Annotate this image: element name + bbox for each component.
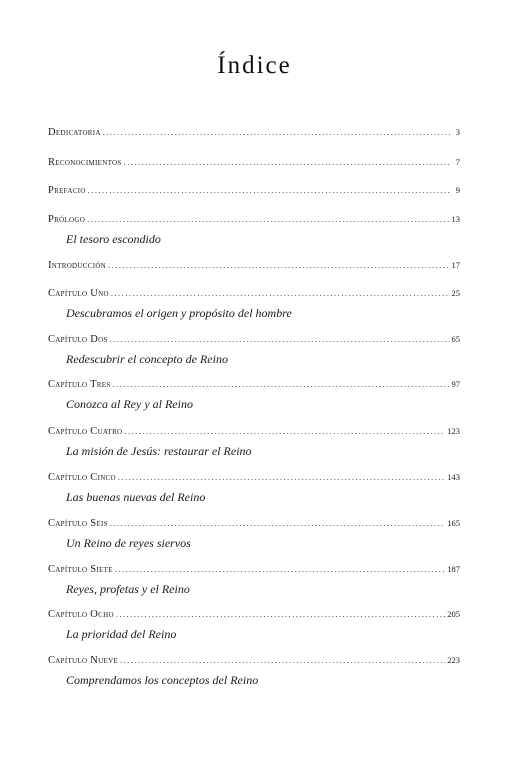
dot-leader [108,259,449,273]
toc-entry-subtitle: Descubramos el origen y propósito del hombre [66,306,292,320]
toc-entry-page-number: 3 [455,127,460,137]
toc-entry-heading: Dedicatoria [48,127,101,138]
dot-leader [103,126,450,140]
toc-entry-capitulo-ocho[interactable] [48,607,460,642]
toc-entry-capitulo-cuatro[interactable] [48,424,460,459]
toc-entry-page-number: 123 [447,426,460,436]
dot-leader [116,608,445,622]
toc-entry-heading: Capítulo Tres [48,379,111,390]
toc-entry-subtitle: La prioridad del Reino [66,627,177,641]
toc-entry-capitulo-dos[interactable] [48,332,460,367]
toc-entry-heading: Prólogo [48,214,86,225]
toc-entry-heading: Capítulo Uno [48,288,109,299]
toc-entry-page-number: 205 [447,609,460,619]
toc-entry-heading: Prefacio [48,185,86,196]
toc-entry-dedicatoria[interactable] [48,125,460,139]
toc-entry-page-number: 165 [447,518,460,528]
toc-entry-subtitle: El tesoro escondido [66,232,161,246]
toc-entry-capitulo-siete[interactable] [48,562,460,597]
toc-entry-heading: Introducción [48,260,107,271]
toc-entry-capitulo-nueve[interactable] [48,653,460,688]
toc-entry-heading: Capítulo Dos [48,334,108,345]
toc-entry-heading: Capítulo Ocho [48,609,114,620]
page-title: Índice [217,52,292,79]
toc-entry-page-number: 25 [451,288,460,298]
toc-entry-page-number: 7 [455,157,460,167]
dot-leader [118,471,445,485]
toc-entry-subtitle: La misión de Jesús: restaurar el Reino [66,444,252,458]
dot-leader [110,517,445,531]
dot-leader [87,213,449,227]
toc-entry-page-number: 143 [447,472,460,482]
toc-entry-prologo[interactable] [48,212,460,247]
toc-entry-heading: Capítulo Cinco [48,472,116,483]
toc-entry-reconocimientos[interactable] [48,155,460,169]
toc-entry-subtitle: Conozca al Rey y al Reino [66,397,193,411]
dot-leader [110,333,450,347]
toc-entry-page-number: 13 [451,214,460,224]
toc-entry-heading: Reconocimientos [48,157,122,168]
dot-leader [115,563,445,577]
toc-entry-capitulo-tres[interactable] [48,377,460,412]
toc-entry-page-number: 187 [447,564,460,574]
toc-entry-subtitle: Comprendamos los conceptos del Reino [66,673,259,687]
toc-entry-page-number: 17 [451,260,460,270]
toc-entry-subtitle: Un Reino de reyes siervos [66,536,191,550]
toc-entry-heading: Capítulo Nueve [48,655,119,666]
toc-entry-page-number: 97 [451,379,460,389]
toc-entry-heading: Capítulo Cuatro [48,426,123,437]
toc-entry-prefacio[interactable] [48,183,460,197]
toc-entry-page-number: 65 [451,334,460,344]
toc-entry-heading: Capítulo Seis [48,518,108,529]
toc-entry-capitulo-uno[interactable] [48,286,460,321]
dot-leader [124,156,450,170]
toc-entry-introduccion[interactable] [48,258,460,272]
toc-entry-capitulo-seis[interactable] [48,516,460,551]
dot-leader [88,184,450,198]
toc-entry-page-number: 223 [447,655,460,665]
dot-leader [124,425,445,439]
toc-entry-subtitle: Redescubrir el concepto de Reino [66,352,228,366]
toc-entry-subtitle: Reyes, profetas y el Reino [66,582,190,596]
toc-entry-heading: Capítulo Siete [48,564,113,575]
toc-entry-subtitle: Las buenas nuevas del Reino [66,490,206,504]
toc-entry-capitulo-cinco[interactable] [48,470,460,505]
dot-leader [113,378,450,392]
dot-leader [111,287,450,301]
toc-entry-page-number: 9 [455,185,460,195]
dot-leader [120,654,445,668]
